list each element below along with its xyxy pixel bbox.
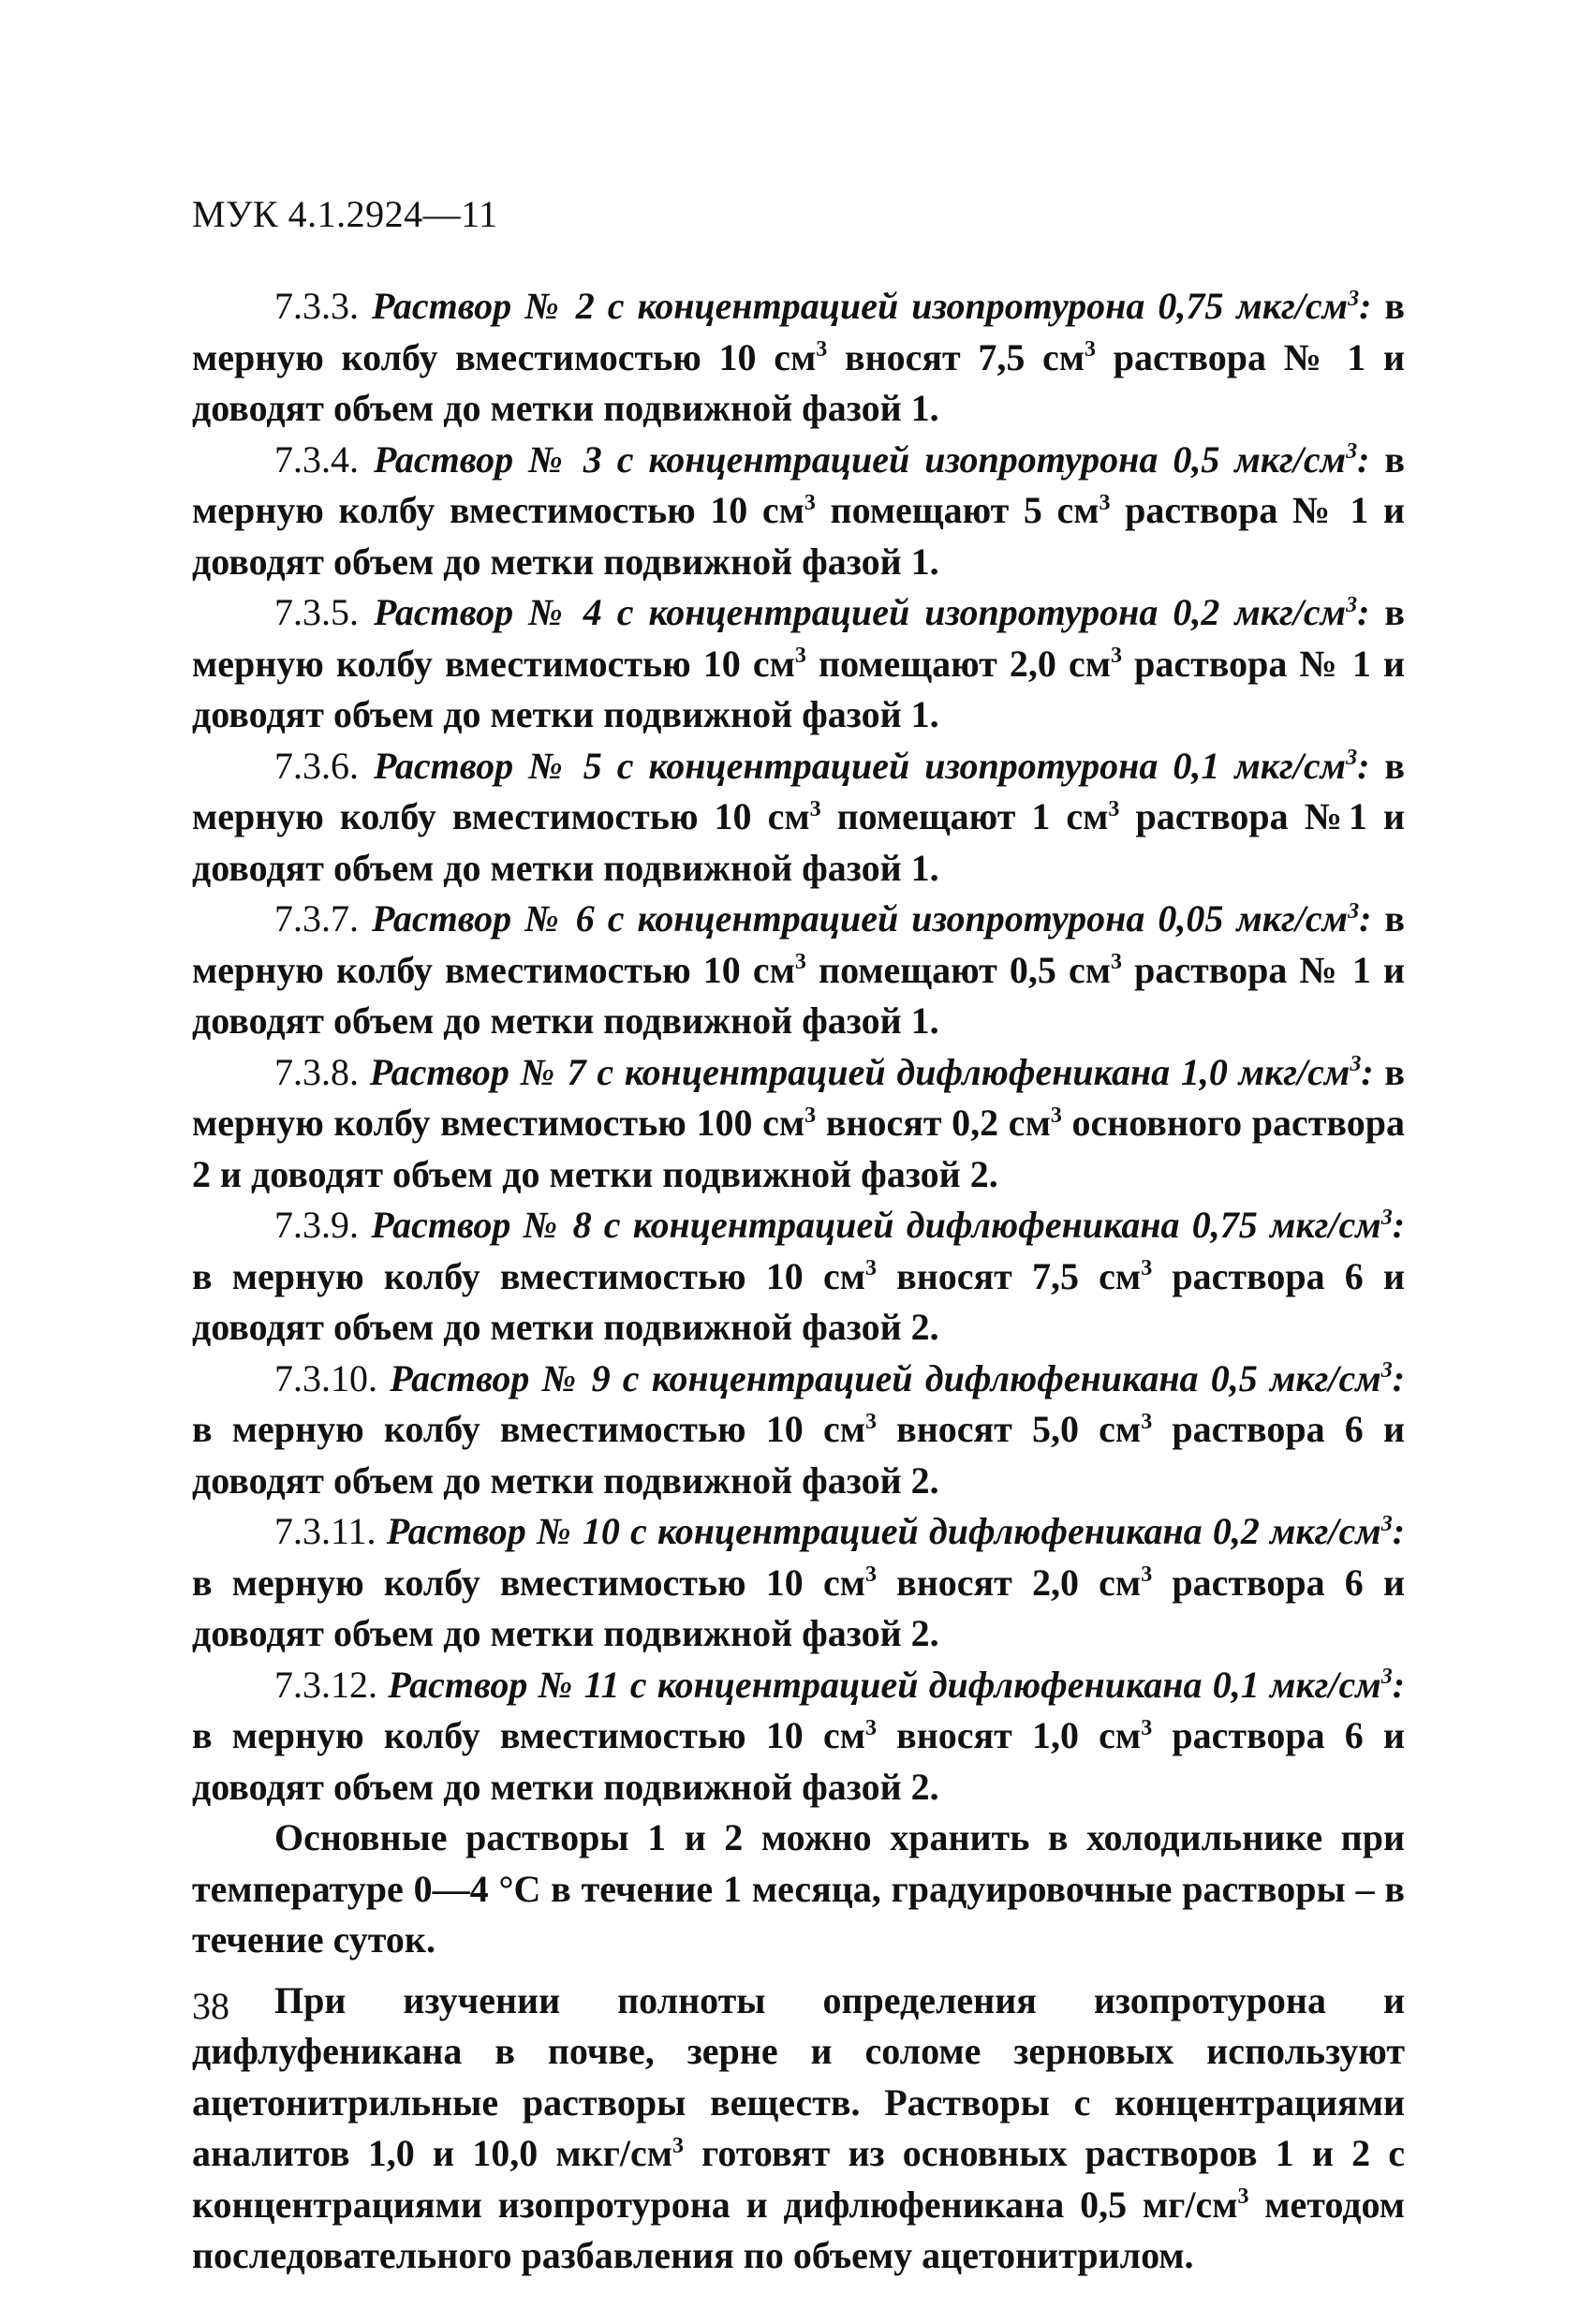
solution-item-7-3-6 — [192, 741, 1405, 895]
item-body-c: раствора 6 и доводят объем до метки подвижной фазой 2. — [192, 1714, 1405, 1808]
item-title-sup: 3 — [1350, 1052, 1362, 1077]
item-title: Раствор № 5 с концентрацией изопротурона 0,1 мкг/см — [374, 744, 1347, 787]
recovery-note-sup-a: 3 — [672, 2133, 684, 2158]
solution-item-7-3-11 — [192, 1506, 1405, 1660]
item-body-a: в мерную колбу вместимостью 10 см — [192, 1714, 865, 1756]
item-sup-b: 3 — [1141, 1715, 1153, 1740]
item-number: 7.3.4. — [274, 437, 359, 481]
item-body-a: в мерную колбу вместимостью 10 см — [192, 591, 1406, 685]
storage-note: Основные растворы 1 и 2 можно хранить в холодильнике при температуре 0—4 °С в течение 1 месяца, градуировочные растворы – в течение суток. — [192, 1816, 1405, 1961]
item-body-a: в мерную колбу вместимостью 10 см — [192, 1408, 865, 1450]
item-sup-a: 3 — [804, 1103, 817, 1128]
item-body-b: вносят 2,0 см — [876, 1561, 1142, 1604]
item-body-b: вносят 0,2 см — [816, 1102, 1051, 1144]
item-body-a: в мерную колбу вместимостью 100 см — [192, 1050, 1406, 1144]
recovery-note-sup-b: 3 — [1237, 2184, 1249, 2210]
item-title-colon: : — [1392, 1663, 1406, 1706]
item-body-b: вносят 1,0 см — [876, 1714, 1142, 1756]
item-sup-b: 3 — [1141, 1562, 1153, 1588]
item-title-colon: : — [1392, 1356, 1406, 1399]
item-sup-a: 3 — [804, 490, 816, 515]
item-title-sup: 3 — [1380, 1358, 1393, 1384]
item-body-c: раствора № 1 и доводят объем до метки подвижной фазой 1. — [192, 489, 1405, 583]
item-body-b: помещают 5 см — [815, 489, 1100, 531]
item-title-colon: : — [1357, 437, 1370, 481]
item-sup-b: 3 — [1085, 337, 1097, 363]
item-title-sup: 3 — [1346, 439, 1358, 465]
item-body-b: вносят 5,0 см — [876, 1408, 1142, 1450]
document-body — [192, 281, 1405, 2282]
item-body-b: помещают 2,0 см — [805, 642, 1111, 685]
item-body-c: основного раствора 2 и доводят объем до метки подвижной фазой 2. — [192, 1102, 1405, 1195]
item-title-sup: 3 — [1346, 746, 1358, 771]
item-title: Раствор № 4 с концентрацией изопротурона 0,2 мкг/см — [374, 591, 1347, 633]
item-body-c: раствора № 1 и доводят объем до метки подвижной фазой 1. — [192, 642, 1405, 735]
item-number: 7.3.8. — [274, 1050, 359, 1093]
item-body-c: раствора 6 и доводят объем до метки подвижной фазой 2. — [192, 1408, 1405, 1502]
item-title: Раствор № 6 с концентрацией изопротурона 0,05 мкг/см — [372, 897, 1349, 940]
item-sup-a: 3 — [809, 796, 821, 822]
solution-item-7-3-3 — [192, 281, 1405, 435]
item-sup-b: 3 — [1141, 1409, 1153, 1434]
item-title-sup: 3 — [1380, 1665, 1393, 1690]
item-sup-a: 3 — [816, 337, 828, 363]
solution-item-7-3-8 — [192, 1047, 1405, 1201]
item-number: 7.3.5. — [274, 591, 359, 633]
item-body-a: в мерную колбу вместимостью 10 см — [192, 1561, 865, 1604]
item-body-b: помещают 0,5 см — [805, 948, 1111, 991]
item-title-colon: : — [1359, 285, 1372, 327]
solution-item-7-3-4 — [192, 435, 1405, 588]
item-body-a: в мерную колбу вместимостью 10 см — [192, 1254, 865, 1297]
item-title-colon: : — [1357, 591, 1370, 633]
document-code-header: МУК 4.1.2924—11 — [192, 193, 498, 235]
item-body-c: раствора №1 и доводят объем до метки подвижной фазой 1. — [192, 795, 1406, 889]
item-title-colon: : — [1359, 897, 1372, 940]
solution-item-7-3-10 — [192, 1354, 1405, 1507]
item-body-c: раствора № 1 и доводят объем до метки подвижной фазой 1. — [192, 335, 1405, 429]
item-sup-b: 3 — [1110, 644, 1122, 669]
item-body-b: вносят 7,5 см — [876, 1254, 1142, 1297]
item-sup-a: 3 — [864, 1715, 877, 1740]
item-title-sup: 3 — [1348, 898, 1360, 924]
solution-item-7-3-5 — [192, 587, 1405, 741]
item-sup-b: 3 — [1050, 1103, 1062, 1128]
item-number: 7.3.11. — [274, 1510, 376, 1552]
item-body-a: в мерную колбу вместимостью 10 см — [192, 897, 1406, 991]
item-title-colon: : — [1357, 744, 1370, 787]
item-title-sup: 3 — [1348, 286, 1360, 311]
item-body-c: раствора № 1 и доводят объем до метки подвижной фазой 1. — [192, 948, 1405, 1042]
item-sup-b: 3 — [1108, 796, 1120, 822]
item-title: Раствор № 10 с концентрацией дифлюфеникана 0,2 мкг/см — [386, 1510, 1381, 1552]
recovery-note-part-b: готовят из основных растворов 1 и 2 с концентрациями изопротурона и дифлюфеникана 0,5 мг/см — [192, 2132, 1405, 2226]
item-body-c: раствора 6 и доводят объем до метки подвижной фазой 2. — [192, 1561, 1405, 1654]
item-title: Раствор № 7 с концентрацией дифлюфеникана 1,0 мкг/см — [369, 1050, 1350, 1093]
page-number: 38 — [192, 1985, 229, 2027]
item-title-colon: : — [1392, 1510, 1406, 1552]
item-sup-b: 3 — [1141, 1256, 1153, 1281]
item-sup-b: 3 — [1110, 950, 1122, 975]
item-title-sup: 3 — [1346, 592, 1358, 617]
item-title-sup: 3 — [1380, 1205, 1393, 1230]
item-sup-a: 3 — [864, 1256, 877, 1281]
item-body-a: в мерную колбу вместимостью 10 см — [192, 285, 1406, 378]
recovery-note-part-a: При изучении полноты определения изопротурона и дифлуфеникана в почве, зерне и соломе зерновых используют ацетонитрильные растворы веществ. Растворы с концентрациями аналитов 1,0 и 10,0 мкг/см — [192, 1978, 1405, 2174]
item-body-c: раствора 6 и доводят объем до метки подвижной фазой 2. — [192, 1254, 1405, 1348]
item-sup-a: 3 — [864, 1562, 877, 1588]
item-number: 7.3.9. — [274, 1204, 359, 1246]
item-number: 7.3.3. — [274, 285, 359, 327]
item-number: 7.3.10. — [274, 1356, 377, 1399]
item-title: Раствор № 2 с концентрацией изопротурона 0,75 мкг/см — [372, 285, 1349, 327]
item-sup-a: 3 — [794, 644, 806, 669]
item-body-a: в мерную колбу вместимостью 10 см — [192, 437, 1406, 531]
item-title-colon: : — [1361, 1050, 1374, 1093]
item-number: 7.3.12. — [274, 1663, 377, 1706]
recovery-note-part-c: методом последовательного разбавления по объему ацетонитрилом. — [192, 2183, 1405, 2276]
item-number: 7.3.6. — [274, 744, 359, 787]
item-title-colon: : — [1392, 1204, 1406, 1246]
item-title: Раствор № 11 с концентрацией дифлюфеникана 0,1 мкг/см — [388, 1663, 1381, 1706]
solution-item-7-3-9 — [192, 1200, 1405, 1354]
item-sup-a: 3 — [794, 950, 806, 975]
solution-item-7-3-12 — [192, 1660, 1405, 1813]
item-body-a: в мерную колбу вместимостью 10 см — [192, 744, 1406, 837]
solution-item-7-3-7 — [192, 894, 1405, 1047]
recovery-note — [192, 1976, 1405, 2282]
item-title-sup: 3 — [1380, 1511, 1393, 1536]
item-body-b: помещают 1 см — [820, 795, 1109, 837]
item-body-b: вносят 7,5 см — [827, 335, 1085, 378]
item-title: Раствор № 3 с концентрацией изопротурона 0,5 мкг/см — [374, 437, 1347, 481]
item-title: Раствор № 8 с концентрацией дифлюфеникана 0,75 мкг/см — [371, 1204, 1381, 1246]
item-number: 7.3.7. — [274, 897, 359, 940]
item-sup-b: 3 — [1099, 490, 1111, 515]
item-sup-a: 3 — [864, 1409, 877, 1434]
item-title: Раствор № 9 с концентрацией дифлюфеникана 0,5 мкг/см — [390, 1356, 1381, 1399]
